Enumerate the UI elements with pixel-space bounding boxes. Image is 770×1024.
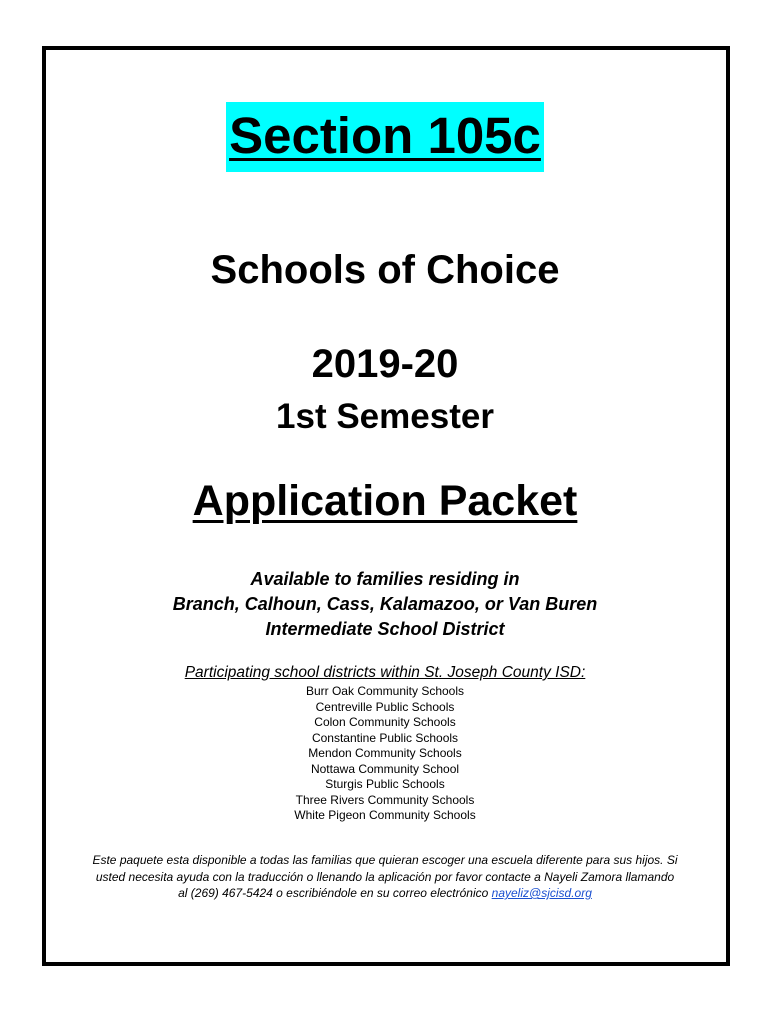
district-item: Burr Oak Community Schools [305,684,465,698]
district-item: Sturgis Public Schools [325,777,445,791]
district-item: Centreville Public Schools [315,699,455,714]
semester-label: 1st Semester [276,397,494,436]
spanish-notice-text: Este paquete esta disponible a todas las familias que quieran escoger una escuela diferente para sus hijos. Si usted necesita ayuda con la traducción o llenando la aplicación por favor contacte a Nayeli Zamora llamando al (269) 467-5424 o escribiéndole en su correo electrónico [92,853,678,900]
district-item: Three Rivers Community Schools [295,792,475,807]
availability-line: Branch, Calhoun, Cass, Kalamazoo, or Van Buren [172,594,598,614]
district-item: Nottawa Community School [310,761,460,776]
district-list [0,684,770,824]
district-item: Constantine Public Schools [311,730,459,745]
availability-line: Available to families residing in [250,569,520,589]
participating-heading: Participating school districts within St. Joseph County ISD: [184,664,586,681]
contact-email-link[interactable]: nayeliz@sjcisd.org [491,886,592,900]
spanish-notice [90,852,680,902]
packet-title: Application Packet [192,477,578,525]
district-item: Colon Community Schools [314,715,456,729]
program-subtitle: Schools of Choice [210,248,560,292]
section-title: Section 105c [226,102,544,172]
title-block [0,102,770,172]
school-year: 2019-20 [311,342,459,386]
district-item: White Pigeon Community Schools [294,808,476,822]
district-item: Mendon Community Schools [308,746,462,760]
availability-statement [0,567,770,642]
availability-line: Intermediate School District [265,619,505,639]
